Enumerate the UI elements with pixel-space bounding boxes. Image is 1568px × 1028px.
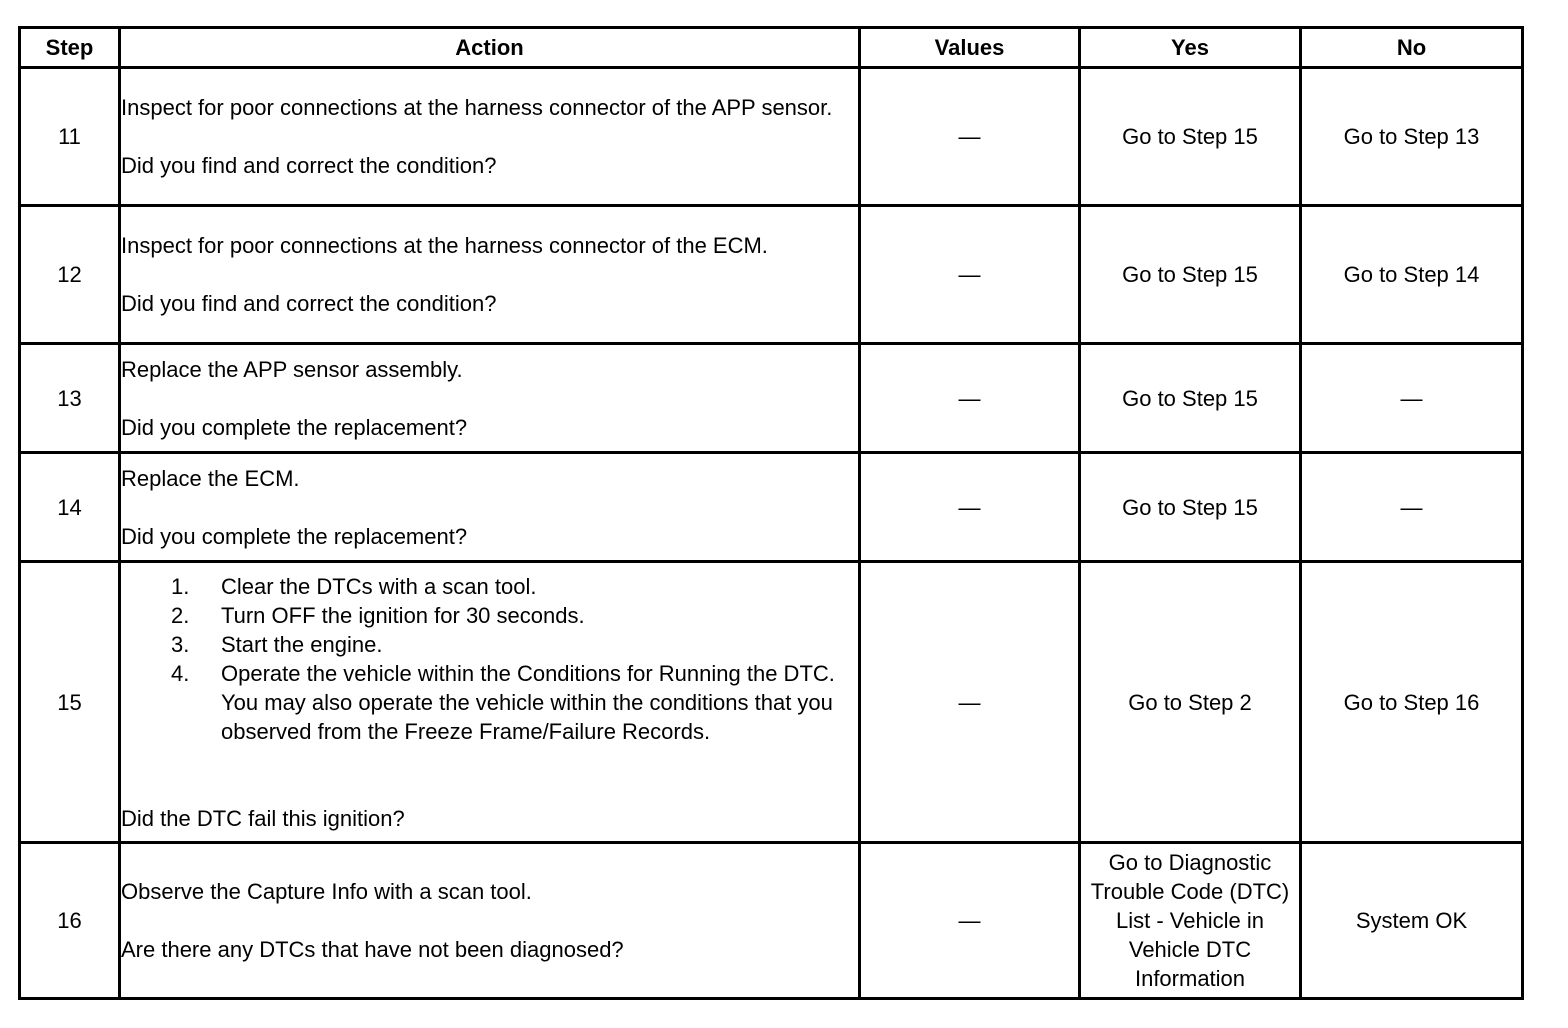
yes-cell: Go to Step 15 — [1080, 68, 1301, 206]
action-cell — [120, 453, 860, 562]
list-item — [121, 659, 858, 746]
no-cell: — — [1301, 344, 1523, 453]
action-text: Inspect for poor connections at the harness connector of the APP sensor. — [121, 95, 833, 120]
action-cell — [120, 843, 860, 999]
list-item — [121, 630, 858, 659]
list-item-text: Clear the DTCs with a scan tool. — [221, 573, 537, 599]
list-item — [121, 572, 858, 601]
table-row — [20, 562, 1523, 843]
no-cell: — — [1301, 453, 1523, 562]
list-item-number: 3. — [171, 631, 190, 657]
header-no: No — [1301, 28, 1523, 68]
action-question: Did the DTC fail this ignition? — [121, 805, 405, 831]
step-number: 13 — [20, 344, 120, 453]
values-cell: — — [860, 344, 1080, 453]
procedure-list — [121, 572, 858, 746]
yes-cell: Go to Step 15 — [1080, 206, 1301, 344]
list-item-number: 2. — [171, 602, 190, 628]
action-cell — [120, 562, 860, 843]
header-step: Step — [20, 28, 120, 68]
list-item-text: Operate the vehicle within the Conditions for Running the DTC. You may also operate the vehicle within the conditions that you observed from the Freeze Frame/Failure Records. — [221, 660, 835, 744]
list-item-text: Turn OFF the ignition for 30 seconds. — [221, 602, 585, 628]
action-cell — [120, 344, 860, 453]
action-question: Did you complete the replacement? — [121, 523, 468, 549]
no-cell: Go to Step 14 — [1301, 206, 1523, 344]
yes-cell: Go to Diagnostic Trouble Code (DTC) List - Vehicle in Vehicle DTC Information — [1080, 843, 1301, 999]
yes-cell: Go to Step 15 — [1080, 453, 1301, 562]
table-row — [20, 453, 1523, 562]
action-question: Did you find and correct the condition? — [121, 153, 497, 178]
action-question: Did you complete the replacement? — [121, 414, 468, 440]
no-cell: System OK — [1301, 843, 1523, 999]
step-number: 12 — [20, 206, 120, 344]
table-row — [20, 344, 1523, 453]
action-cell — [120, 206, 860, 344]
header-row — [20, 28, 1523, 68]
action-text: Replace the APP sensor assembly. — [121, 356, 463, 382]
step-number: 11 — [20, 68, 120, 206]
values-cell: — — [860, 562, 1080, 843]
action-text: Replace the ECM. — [121, 465, 300, 491]
yes-cell: Go to Step 15 — [1080, 344, 1301, 453]
no-cell: Go to Step 16 — [1301, 562, 1523, 843]
table-row — [20, 68, 1523, 206]
header-values: Values — [860, 28, 1080, 68]
step-number: 15 — [20, 562, 120, 843]
values-cell: — — [860, 843, 1080, 999]
action-question: Are there any DTCs that have not been diagnosed? — [121, 937, 624, 962]
list-item-text: Start the engine. — [221, 631, 383, 657]
action-text: Inspect for poor connections at the harness connector of the ECM. — [121, 233, 768, 258]
action-cell — [120, 68, 860, 206]
table-row — [20, 843, 1523, 999]
action-question: Did you find and correct the condition? — [121, 291, 497, 316]
values-cell: — — [860, 68, 1080, 206]
diagnostic-table — [18, 26, 1524, 1000]
table-row — [20, 206, 1523, 344]
header-yes: Yes — [1080, 28, 1301, 68]
action-text: Observe the Capture Info with a scan tool. — [121, 879, 532, 904]
list-item-number: 1. — [171, 573, 190, 599]
step-number: 14 — [20, 453, 120, 562]
step-number: 16 — [20, 843, 120, 999]
values-cell: — — [860, 206, 1080, 344]
yes-cell: Go to Step 2 — [1080, 562, 1301, 843]
list-item — [121, 601, 858, 630]
no-cell: Go to Step 13 — [1301, 68, 1523, 206]
header-action: Action — [120, 28, 860, 68]
values-cell: — — [860, 453, 1080, 562]
list-item-number: 4. — [171, 660, 190, 686]
